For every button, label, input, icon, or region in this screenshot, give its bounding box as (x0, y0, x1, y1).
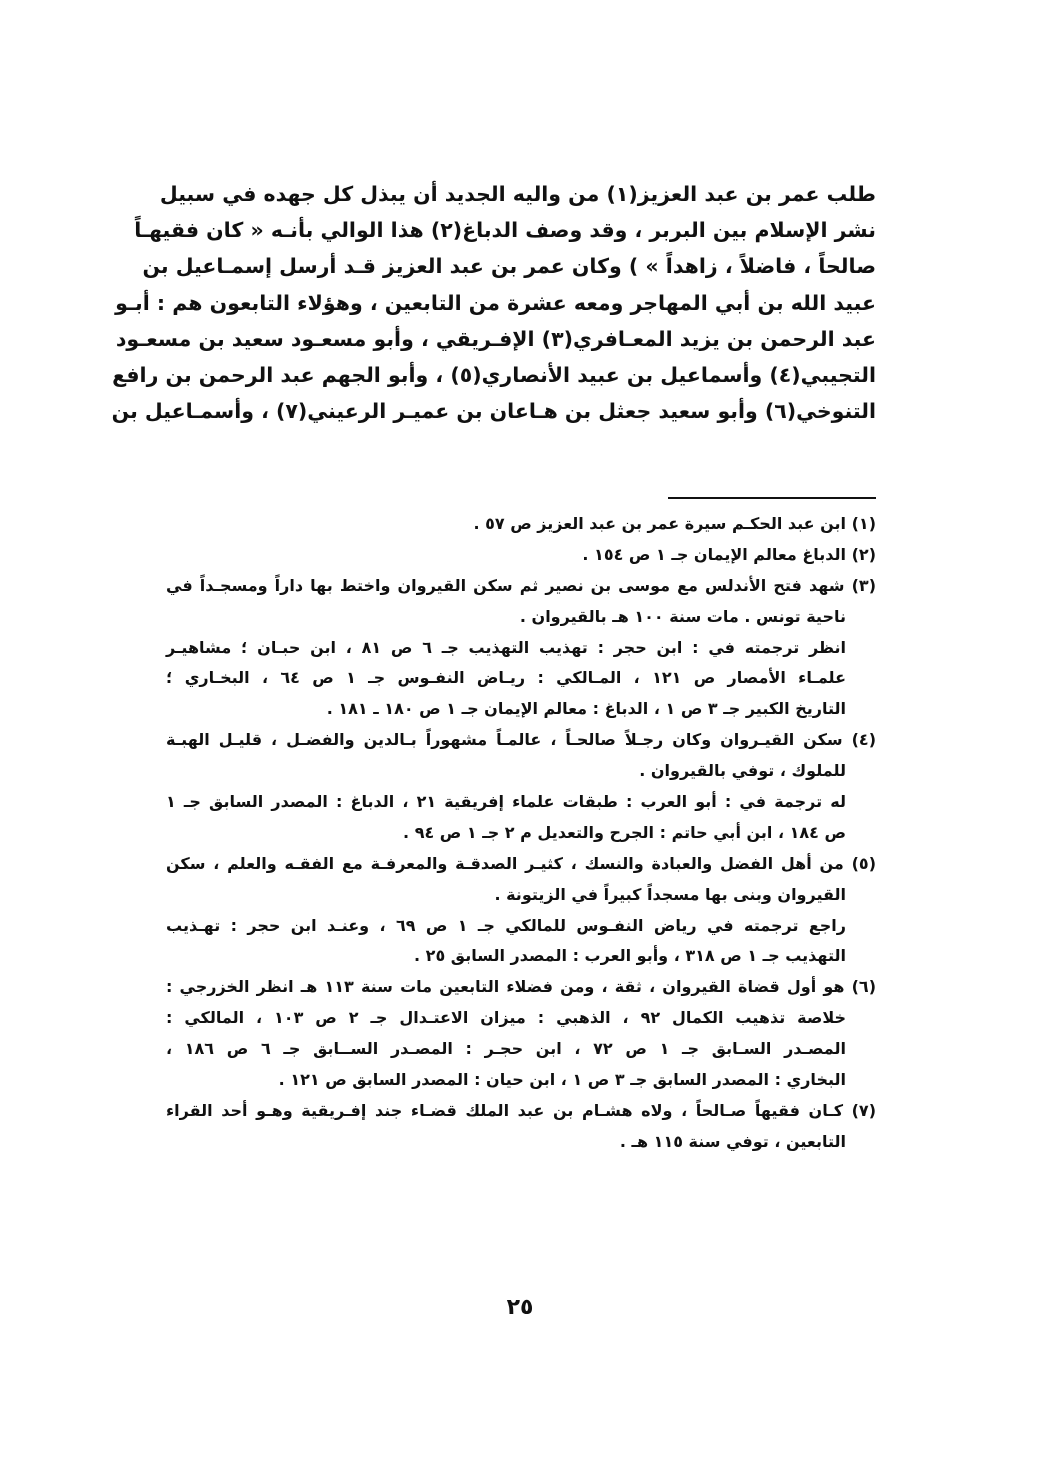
body-line: طلب عمر بن عبد العزيز(١) من واليه الجديد أن يبذل كل جهده في سبيل (159, 182, 876, 206)
footnote-line: له ترجمة في : أبو العرب : طبقات علماء إفريقية ٢١ ، الدباغ : المصدر السابق جـ ١ (166, 792, 847, 812)
footnote-line: التابعين ، توفي سنة ١١٥ هـ . (619, 1131, 846, 1151)
footnote-line: القيروان وبنى بها مسجداً كبيراً في الزيتونة . (494, 884, 846, 904)
footnote-line: خلاصة تذهيب الكمال ٩٢ ، الذهبي : ميزان الاعتـدال جـ ٢ ص ١٠٣ ، المالكي : (166, 1008, 846, 1028)
footnote-separator (668, 497, 876, 499)
footnote-line: (١) ابن عبد الحكـم سيرة عمر بن عبد العزيز ص ٥٧ . (473, 514, 876, 533)
footnote-line: ناحية تونس . مات سنة ١٠٠ هـ بالقيروان . (519, 606, 846, 626)
footnotes (166, 509, 876, 1158)
footnote-line: (٣) شهد فتح الأندلس مع موسى بن نصير ثم سكن القيروان واختط بها داراً ومسجـداً في (166, 575, 876, 595)
body-line: التنوخي(٦) وأبو سعيد جعثل بن هـاعان بن عميـر الرعيني(٧) ، وأسمـاعيل بن (111, 399, 876, 424)
footnote-line: التهذيب جـ ١ ص ٣١٨ ، وأبو العرب : المصدر السابق ٢٥ . (414, 946, 846, 966)
body-line: عبد الرحمن بن يزيد المعـافري(٣) الإفـريقي ، وأبو مسعـود سعيد بن مسعـود (115, 326, 876, 351)
footnote-line: ص ١٨٤ ، ابن أبي حاتم : الجرح والتعديل م ٢ جـ ١ ص ٩٤ . (403, 822, 846, 842)
footnote-line: (٥) من أهل الفضل والعبادة والنسك ، كثيـر الصدقـة والمعرفـة مع الفقـه والعلم ، سكن (166, 853, 876, 873)
footnote-line: البخاري : المصدر السابق جـ ٣ ص ١ ، ابن حيان : المصدر السابق ص ١٢١ . (278, 1070, 846, 1090)
footnote-line: (٧) كـان فقيهاً صـالحاً ، ولاه هشـام بن عبد الملك قضـاء جند إفـريقية وهـو أحد القراء (166, 1100, 876, 1120)
body-line: نشر الإسلام بين البربر ، وقد وصف الدباغ(٢) هذا الوالي بأنـه « كان فقيهـاً (134, 218, 876, 243)
body-line: التجيبي(٤) وأسماعيل بن عبيد الأنصاري(٥) ، وأبو الجهم عبد الرحمن بن رافع (112, 362, 876, 387)
footnote-line: (٢) الدباغ معالم الإيمان جـ ١ ص ١٥٤ . (582, 544, 876, 564)
footnote-line: علمـاء الأمصار ص ١٢١ ، المـالكي : ريـاض النفـوس جـ ١ ص ٦٤ ، البخـاري ؛ (166, 668, 847, 688)
body-line: عبيد الله بن أبي المهاجر ومعه عشرة من التابعين ، وهؤلاء التابعون هم : أبـو (115, 290, 876, 315)
footnote-line: راجع ترجمته في رياض النفـوس للمالكي جـ ١ ص ٦٩ ، وعنـد ابن حجر : تهـذيب (166, 915, 846, 935)
footnote-line: التاريخ الكبير جـ ٣ ص ١ ، الدباغ : معالم الإيمان جـ ١ ص ١٨٠ ـ ١٨١ . (326, 699, 846, 719)
page-number: ٢٥ (506, 1295, 534, 1320)
footnote-line: (٤) سكن القيـروان وكان رجـلاً صالحـاً ، عالمـاً مشهوراً بـالدين والفضـل ، قليـل الهبـة (166, 730, 876, 750)
body-line: صالحاً ، فاضلاً ، زاهداً » ) وكان عمر بن عبد العزيز قـد أرسل إسمـاعيل بن (142, 254, 876, 279)
main-text (111, 176, 876, 429)
footnote-line: انظر ترجمته في : ابن حجر : تهذيب التهذيب جـ ٦ ص ٨١ ، ابن حبـان ؛ مشاهيـر (166, 637, 847, 657)
footnote-line: (٦) هو أول قضاة القيروان ، ثقة ، ومن فضلاء التابعين مات سنة ١١٣ هـ انظر الخزرجي : (166, 977, 876, 997)
footnote-line: للملوك ، توفي بالقيروان . (639, 761, 846, 781)
footnote-line: المصـدر السـابق جـ ١ ص ٧٢ ، ابن حجـر : المصـدر الســابق جـ ٦ ص ١٨٦ ، (166, 1039, 846, 1059)
